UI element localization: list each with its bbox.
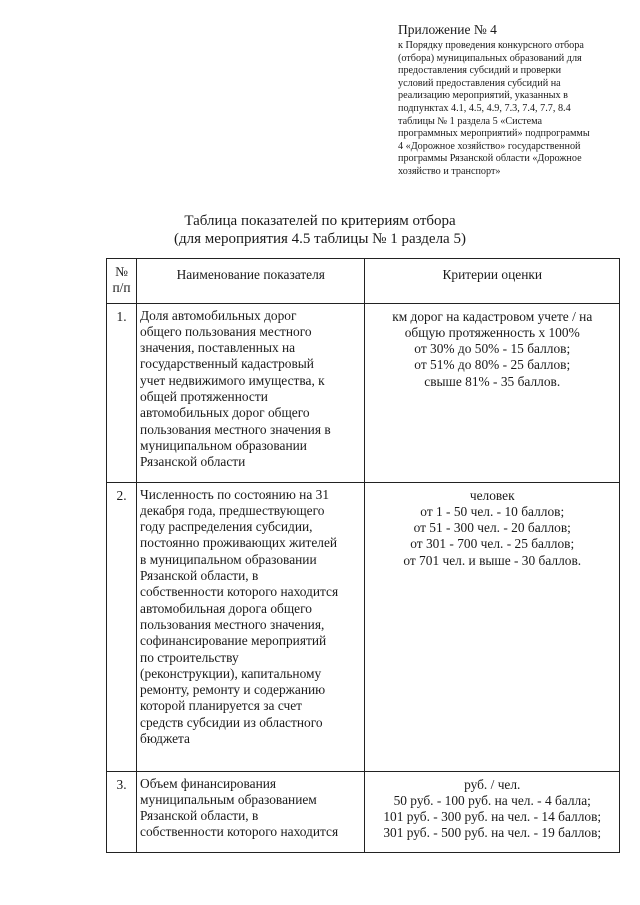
row-criteria-line: от 701 чел. и выше - 30 баллов.: [403, 552, 582, 568]
row-name-line: по строительству: [140, 649, 239, 665]
row-name-line: значения, поставленных на: [140, 340, 296, 356]
row-name-line: автомобильная дорога общего: [140, 600, 312, 616]
table-row: [107, 303, 620, 482]
appendix-line: условий предоставления субсидий на: [398, 77, 561, 89]
row-name-line: пользования местного значения,: [140, 616, 325, 632]
row-name-line: государственный кадастровый: [140, 356, 314, 372]
row-name-line: Рязанской области, в: [140, 568, 259, 584]
appendix-line: программных мероприятий» подпрограммы: [398, 128, 590, 140]
table-heading: [0, 212, 640, 248]
row-criteria-line: км дорог на кадастровом учете / на: [392, 308, 593, 324]
row-num-cell: [107, 482, 137, 771]
row-name-line: Доля автомобильных дорог: [140, 307, 297, 323]
row-name-line: Численность по состоянию на 31: [140, 486, 330, 502]
row-criteria-line: общую протяженность х 100%: [404, 324, 580, 340]
row-name-line: средств субсидии из областного: [140, 714, 323, 730]
row-criteria-line: от 1 - 50 чел. - 10 баллов;: [420, 503, 565, 519]
table-header-row: [107, 259, 620, 304]
appendix-line: хозяйство и транспорт»: [398, 165, 501, 177]
table-heading-line-1: Таблица показателей по критериям отбора: [184, 213, 456, 229]
criteria-table: [106, 258, 620, 853]
header-num-line-2: п/п: [112, 280, 131, 296]
row-criteria-line: от 301 - 700 чел. - 25 баллов;: [410, 536, 575, 552]
row-name-line: Рязанской области, в: [140, 808, 259, 824]
header-num-line-1: №: [115, 264, 128, 279]
row-name-line: собственности которого находится: [140, 584, 339, 600]
row-name-line: муниципальным образованием: [140, 791, 317, 807]
row-name-line: декабря года, предшествующего: [140, 502, 325, 518]
header-criteria: [365, 259, 620, 304]
row-name-line: постоянно проживающих жителей: [140, 535, 338, 551]
row-name-line: софинансирование мероприятий: [140, 633, 327, 649]
row-name-line: учет недвижимого имущества, к: [140, 372, 325, 388]
row-criteria-line: 301 руб. - 500 руб. на чел. - 19 баллов;: [383, 825, 602, 841]
row-name-cell: [137, 771, 365, 852]
row-name-line: Объем финансирования: [140, 775, 277, 791]
row-name-line: ремонту, ремонту и содержанию: [140, 682, 326, 698]
row-name-line: автомобильных дорог общего: [140, 405, 310, 421]
row-name-line: бюджета: [140, 731, 190, 747]
row-num-cell: [107, 771, 137, 852]
row-criteria-line: от 51% до 80% - 25 баллов;: [414, 357, 571, 373]
row-criteria-line: руб. / чел.: [464, 776, 521, 792]
row-name-line: пользования местного значения в: [140, 421, 331, 437]
row-num-cell: [107, 303, 137, 482]
table-row: [107, 482, 620, 771]
appendix-line: к Порядку проведения конкурсного отбора: [398, 40, 584, 51]
row-name-cell: [137, 303, 365, 482]
row-criteria-cell: [365, 482, 620, 771]
row-criteria-line: от 51 - 300 чел. - 20 баллов;: [413, 520, 571, 536]
header-criteria-text: Критерии оценки: [442, 267, 543, 282]
row-name-line: собственности которого находится: [140, 824, 339, 840]
appendix-block: [398, 22, 620, 179]
row-name-line: муниципальном образовании: [140, 437, 307, 453]
row-criteria-cell: [365, 771, 620, 852]
row-criteria-line: человек: [469, 487, 515, 503]
row-name-cell: [137, 482, 365, 771]
row-name-line: Рязанской области: [140, 454, 246, 470]
row-criteria-cell: [365, 303, 620, 482]
row-name-line: общего пользования местного: [140, 323, 312, 339]
row-num: 1.: [116, 308, 127, 324]
table-heading-line-2: (для мероприятия 4.5 таблицы № 1 раздела 5): [174, 231, 466, 247]
row-name-line: (реконструкции), капитальному: [140, 665, 322, 681]
table-row: [107, 771, 620, 852]
row-name-line: в муниципальном образовании: [140, 551, 317, 567]
row-name-line: общей протяженности: [140, 389, 268, 405]
appendix-line: подпунктах 4.1, 4.5, 4.9, 7.3, 7.4, 7.7, 8.4: [398, 102, 571, 114]
row-num: 2.: [116, 487, 127, 503]
row-num: 3.: [116, 776, 127, 792]
appendix-line: программы Рязанской области «Дорожное: [398, 153, 582, 165]
appendix-title: Приложение № 4: [398, 22, 497, 37]
header-num: [107, 259, 137, 304]
appendix-line: 4 «Дорожное хозяйство» государственной: [398, 140, 581, 152]
row-name-line: году распределения субсидии,: [140, 519, 313, 535]
row-criteria-line: 50 руб. - 100 руб. на чел. - 4 балла;: [393, 792, 591, 808]
appendix-line: (отбора) муниципальных образований для: [398, 52, 582, 64]
header-name: [137, 259, 365, 304]
row-criteria-line: от 30% до 50% - 15 баллов;: [414, 341, 571, 357]
header-name-text: Наименование показателя: [176, 267, 325, 282]
row-criteria-line: 101 руб. - 300 руб. на чел. - 14 баллов;: [383, 809, 602, 825]
row-name-line: которой планируется за счет: [140, 698, 303, 714]
appendix-line: таблицы № 1 раздела 5 «Система: [398, 115, 543, 127]
row-criteria-line: свыше 81% - 35 баллов.: [424, 373, 561, 389]
appendix-line: реализацию мероприятий, указанных в: [398, 90, 568, 102]
appendix-text: [398, 40, 620, 179]
appendix-line: предоставления субсидий и проверки: [398, 65, 562, 77]
